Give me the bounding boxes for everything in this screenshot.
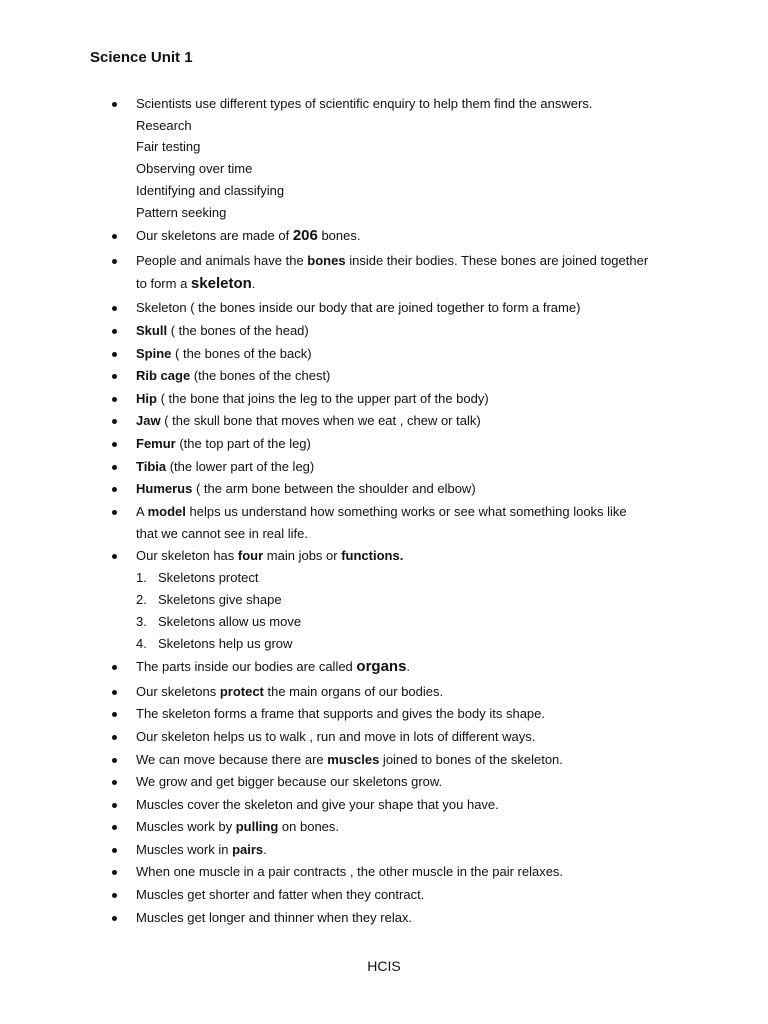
list-item bbox=[136, 368, 330, 384]
list-item bbox=[136, 228, 361, 244]
list-item-text: model bbox=[147, 504, 186, 519]
bullet-icon bbox=[112, 102, 117, 107]
list-item-text: bones. bbox=[317, 228, 361, 243]
page-title: Science Unit 1 bbox=[90, 49, 193, 66]
list-item bbox=[158, 614, 301, 630]
list-item bbox=[158, 636, 292, 652]
list-item bbox=[136, 684, 443, 700]
list-item bbox=[136, 391, 489, 407]
list-item-text: Muscles get shorter and fatter when they contract. bbox=[136, 887, 425, 902]
list-item-text: 206 bbox=[292, 227, 318, 244]
list-item-text: to form a bbox=[136, 276, 191, 291]
list-item bbox=[136, 504, 627, 520]
list-item bbox=[136, 887, 424, 903]
bullet-icon bbox=[112, 916, 117, 921]
list-item bbox=[136, 276, 255, 292]
bullet-icon bbox=[112, 803, 117, 808]
list-item-text: The skeleton forms a frame that supports and gives the body its shape. bbox=[136, 706, 545, 721]
list-item-text: Skull bbox=[136, 323, 168, 338]
bullet-icon bbox=[112, 487, 117, 492]
bullet-icon bbox=[112, 510, 117, 515]
bullet-icon bbox=[112, 780, 117, 785]
list-item-text: four bbox=[237, 548, 264, 563]
list-item bbox=[136, 842, 267, 858]
list-item-text: Spine bbox=[136, 346, 172, 361]
list-item bbox=[136, 864, 563, 880]
list-number: 4. bbox=[136, 636, 147, 651]
list-number: 3. bbox=[136, 614, 147, 629]
list-item-text: Identifying and classifying bbox=[136, 183, 285, 198]
list-item-text: Research bbox=[136, 118, 192, 133]
bullet-icon bbox=[112, 893, 117, 898]
list-item-text: . bbox=[406, 659, 411, 674]
list-item bbox=[136, 752, 563, 768]
list-item-text: organs bbox=[356, 658, 407, 675]
list-item-text: helps us understand how something works or see what something looks like bbox=[185, 504, 627, 519]
list-number: 2. bbox=[136, 592, 147, 607]
list-item-text: inside their bodies. These bones are joined together bbox=[345, 253, 649, 268]
list-item-text: Muscles work in bbox=[136, 842, 233, 857]
list-item-text: Fair testing bbox=[136, 139, 201, 154]
list-item bbox=[136, 706, 545, 722]
list-item-text: People and animals have the bbox=[136, 253, 308, 268]
list-item-text: ( the skull bone that moves when we eat , chew or talk) bbox=[160, 413, 481, 428]
list-item-text: (the bones of the chest) bbox=[190, 368, 331, 383]
page-footer: HCIS bbox=[367, 958, 401, 974]
list-item-text: Scientists use different types of scientific enquiry to help them find the answers. bbox=[136, 96, 593, 111]
list-item-text: Our skeleton has bbox=[136, 548, 238, 563]
list-item bbox=[136, 659, 410, 675]
list-item-text: Humerus bbox=[136, 481, 193, 496]
list-item-text: (the top part of the leg) bbox=[175, 436, 311, 451]
list-item-text: We can move because there are bbox=[136, 752, 328, 767]
list-item-text: Our skeletons bbox=[136, 684, 220, 699]
list-item-text: Skeletons help us grow bbox=[158, 636, 293, 651]
list-item-text: pairs bbox=[232, 842, 264, 857]
list-item bbox=[136, 300, 580, 316]
bullet-icon bbox=[112, 554, 117, 559]
list-item-text: Muscles get longer and thinner when they relax. bbox=[136, 910, 413, 925]
list-item bbox=[136, 323, 309, 339]
bullet-icon bbox=[112, 442, 117, 447]
list-item bbox=[136, 459, 314, 475]
list-item-text: bones bbox=[307, 253, 346, 268]
list-item-text: Jaw bbox=[136, 413, 161, 428]
bullet-icon bbox=[112, 234, 117, 239]
bullet-icon bbox=[112, 690, 117, 695]
list-item-text: When one muscle in a pair contracts , the other muscle in the pair relaxes. bbox=[136, 864, 564, 879]
list-item-text: Our skeletons are made of bbox=[136, 228, 293, 243]
list-item-text: . bbox=[263, 842, 267, 857]
list-item-text: Pattern seeking bbox=[136, 205, 227, 220]
bullet-icon bbox=[112, 352, 117, 357]
list-item bbox=[136, 436, 311, 452]
list-item-text: Rib cage bbox=[136, 368, 191, 383]
list-item-text: pulling bbox=[235, 819, 279, 834]
bullet-icon bbox=[112, 825, 117, 830]
list-item-text: A bbox=[136, 504, 148, 519]
list-item bbox=[136, 548, 403, 564]
list-item-text: Skeleton ( the bones inside our body that are joined together to form a frame) bbox=[136, 300, 581, 315]
list-item-text: Our skeleton helps us to walk , run and move in lots of different ways. bbox=[136, 729, 536, 744]
list-item bbox=[136, 819, 339, 835]
list-item-text: main jobs or bbox=[263, 548, 342, 563]
list-item-text: ( the bones of the head) bbox=[167, 323, 309, 338]
list-item bbox=[136, 205, 226, 221]
list-item bbox=[136, 481, 476, 497]
list-item bbox=[136, 118, 192, 134]
list-item-text: ( the bones of the back) bbox=[171, 346, 312, 361]
bullet-icon bbox=[112, 306, 117, 311]
list-item-text: Muscles cover the skeleton and give your shape that you have. bbox=[136, 797, 499, 812]
list-item bbox=[136, 139, 200, 155]
list-item bbox=[136, 161, 252, 177]
list-item-text: joined to bones of the skeleton. bbox=[379, 752, 563, 767]
list-item-text: protect bbox=[219, 684, 264, 699]
bullet-icon bbox=[112, 665, 117, 670]
bullet-icon bbox=[112, 848, 117, 853]
list-item bbox=[136, 346, 312, 362]
bullet-icon bbox=[112, 758, 117, 763]
list-item-text: Hip bbox=[136, 391, 157, 406]
list-item-text: the main organs of our bodies. bbox=[263, 684, 444, 699]
bullet-icon bbox=[112, 374, 117, 379]
list-item bbox=[136, 774, 442, 790]
bullet-icon bbox=[112, 465, 117, 470]
bullet-icon bbox=[112, 735, 117, 740]
list-item-text: . bbox=[251, 276, 256, 291]
list-item-text: functions. bbox=[341, 548, 404, 563]
list-item bbox=[158, 570, 258, 586]
list-item bbox=[136, 910, 412, 926]
bullet-icon bbox=[112, 870, 117, 875]
list-item-text: We grow and get bigger because our skeletons grow. bbox=[136, 774, 443, 789]
list-item bbox=[158, 592, 282, 608]
bullet-icon bbox=[112, 419, 117, 424]
list-item-text: that we cannot see in real life. bbox=[136, 526, 308, 541]
list-item bbox=[136, 797, 499, 813]
list-item-text: skeleton bbox=[190, 275, 252, 292]
list-item-text: Femur bbox=[136, 436, 176, 451]
list-item-text: Muscles work by bbox=[136, 819, 236, 834]
list-item bbox=[136, 526, 308, 542]
list-item bbox=[136, 183, 284, 199]
bullet-icon bbox=[112, 259, 117, 264]
list-item-text: ( the arm bone between the shoulder and elbow) bbox=[192, 481, 476, 496]
list-item bbox=[136, 413, 481, 429]
list-item bbox=[136, 253, 648, 269]
list-item bbox=[136, 96, 592, 112]
list-item-text: Skeletons allow us move bbox=[158, 614, 302, 629]
list-item-text: Skeletons give shape bbox=[158, 592, 282, 607]
list-item-text: on bones. bbox=[278, 819, 340, 834]
list-number: 1. bbox=[136, 570, 147, 585]
list-item-text: Skeletons protect bbox=[158, 570, 259, 585]
bullet-icon bbox=[112, 712, 117, 717]
list-item-text: muscles bbox=[327, 752, 380, 767]
list-item-text: Observing over time bbox=[136, 161, 253, 176]
list-item bbox=[136, 729, 535, 745]
list-item-text: The parts inside our bodies are called bbox=[136, 659, 357, 674]
list-item-text: ( the bone that joins the leg to the upper part of the body) bbox=[156, 391, 489, 406]
list-item-text: (the lower part of the leg) bbox=[166, 459, 315, 474]
bullet-icon bbox=[112, 397, 117, 402]
bullet-icon bbox=[112, 329, 117, 334]
list-item-text: Tibia bbox=[136, 459, 167, 474]
